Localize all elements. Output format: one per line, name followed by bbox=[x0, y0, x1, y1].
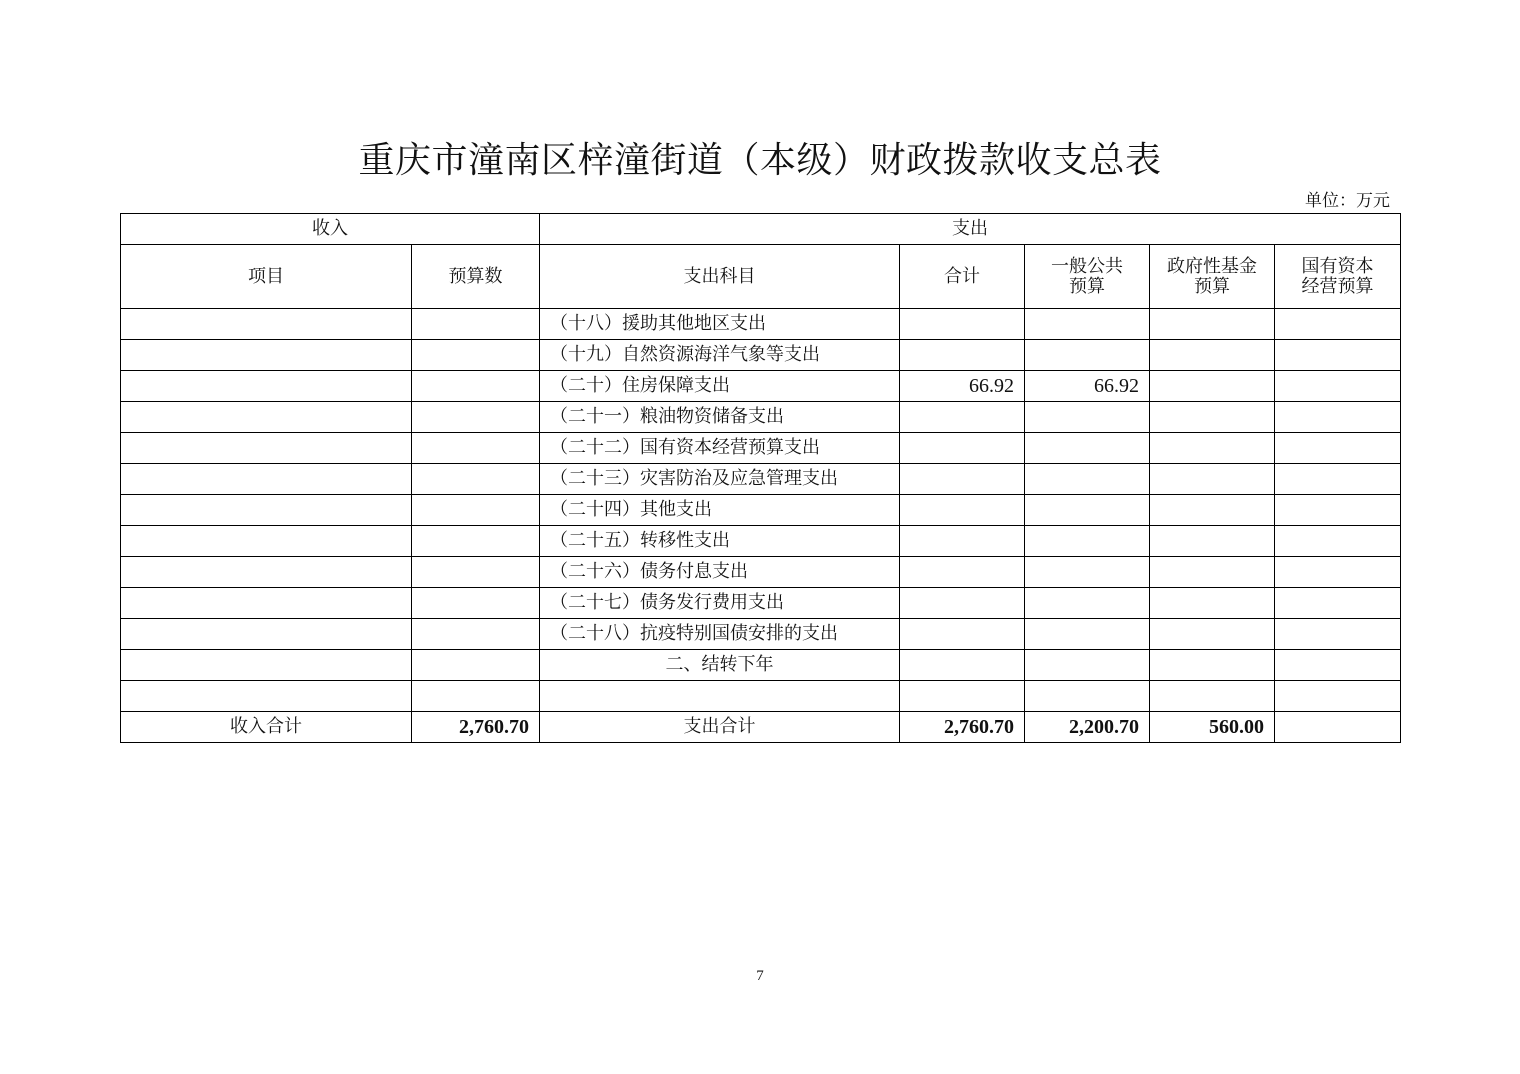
fund-budget-cell bbox=[1150, 588, 1275, 619]
expense-subject-cell: （二十六）债务付息支出 bbox=[540, 557, 900, 588]
fund-budget-cell bbox=[1150, 371, 1275, 402]
income-item-cell bbox=[121, 619, 412, 650]
expense-total-cell bbox=[900, 681, 1025, 712]
general-budget-cell bbox=[1025, 619, 1150, 650]
col-total-header: 合计 bbox=[900, 245, 1025, 309]
income-item-cell bbox=[121, 495, 412, 526]
general-budget-cell bbox=[1025, 557, 1150, 588]
state-budget-cell bbox=[1275, 433, 1401, 464]
group-header-row bbox=[121, 214, 1401, 245]
expense-total-cell: 66.92 bbox=[900, 371, 1025, 402]
table-row bbox=[121, 650, 1401, 681]
table-row bbox=[121, 681, 1401, 712]
income-item-cell bbox=[121, 464, 412, 495]
income-item-cell bbox=[121, 371, 412, 402]
col-item-header: 项目 bbox=[121, 245, 412, 309]
table-row bbox=[121, 495, 1401, 526]
state-budget-cell bbox=[1275, 619, 1401, 650]
table-row bbox=[121, 402, 1401, 433]
expense-subject-cell bbox=[540, 681, 900, 712]
expense-total-cell bbox=[900, 650, 1025, 681]
col-general-line1: 一般公共 bbox=[1051, 255, 1123, 277]
general-budget-cell bbox=[1025, 433, 1150, 464]
col-state-line1: 国有资本 bbox=[1301, 255, 1374, 277]
general-budget-cell bbox=[1025, 650, 1150, 681]
budget-table bbox=[120, 213, 1401, 743]
income-budget-cell bbox=[412, 371, 540, 402]
income-budget-cell bbox=[412, 619, 540, 650]
expense-total-cell bbox=[900, 495, 1025, 526]
expense-total-cell bbox=[900, 340, 1025, 371]
general-budget-cell: 66.92 bbox=[1025, 371, 1150, 402]
table-row bbox=[121, 619, 1401, 650]
income-budget-cell bbox=[412, 557, 540, 588]
expense-subject-cell: （二十）住房保障支出 bbox=[540, 371, 900, 402]
income-item-cell bbox=[121, 402, 412, 433]
state-budget-cell bbox=[1275, 371, 1401, 402]
income-budget-cell bbox=[412, 495, 540, 526]
table-row bbox=[121, 464, 1401, 495]
income-item-cell bbox=[121, 526, 412, 557]
expense-subject-cell: （二十一）粮油物资储备支出 bbox=[540, 402, 900, 433]
general-budget-cell bbox=[1025, 526, 1150, 557]
fund-budget-cell bbox=[1150, 619, 1275, 650]
general-budget-cell bbox=[1025, 309, 1150, 340]
income-item-cell bbox=[121, 681, 412, 712]
expense-subject-cell: （二十八）抗疫特别国债安排的支出 bbox=[540, 619, 900, 650]
col-fund-line2: 预算 bbox=[1194, 275, 1230, 297]
income-budget-cell bbox=[412, 464, 540, 495]
fund-budget-cell bbox=[1150, 495, 1275, 526]
income-budget-cell bbox=[412, 402, 540, 433]
general-total-value: 2,200.70 bbox=[1025, 712, 1150, 743]
state-budget-cell bbox=[1275, 464, 1401, 495]
expense-subject-cell: 二、结转下年 bbox=[540, 650, 900, 681]
column-header-row bbox=[121, 245, 1401, 309]
fund-budget-cell bbox=[1150, 402, 1275, 433]
general-budget-cell bbox=[1025, 402, 1150, 433]
table-row bbox=[121, 340, 1401, 371]
state-budget-cell bbox=[1275, 309, 1401, 340]
expense-header: 支出 bbox=[540, 214, 1401, 245]
expense-subject-cell: （二十五）转移性支出 bbox=[540, 526, 900, 557]
col-general-header bbox=[1025, 245, 1150, 309]
expense-total-cell bbox=[900, 619, 1025, 650]
table-row bbox=[121, 371, 1401, 402]
expense-subject-cell: （二十七）债务发行费用支出 bbox=[540, 588, 900, 619]
fund-budget-cell bbox=[1150, 526, 1275, 557]
state-budget-cell bbox=[1275, 340, 1401, 371]
expense-total-label: 支出合计 bbox=[540, 712, 900, 743]
totals-row bbox=[121, 712, 1401, 743]
income-budget-cell bbox=[412, 681, 540, 712]
fund-budget-cell bbox=[1150, 681, 1275, 712]
income-budget-cell bbox=[412, 526, 540, 557]
general-budget-cell bbox=[1025, 495, 1150, 526]
col-state-line2: 经营预算 bbox=[1301, 275, 1374, 297]
expense-total-cell bbox=[900, 526, 1025, 557]
income-item-cell bbox=[121, 650, 412, 681]
income-budget-cell bbox=[412, 433, 540, 464]
unit-label: 单位：万元 bbox=[1305, 191, 1390, 211]
table-row bbox=[121, 309, 1401, 340]
expense-total-cell bbox=[900, 557, 1025, 588]
state-budget-cell bbox=[1275, 495, 1401, 526]
expense-total-cell bbox=[900, 309, 1025, 340]
fund-total-value: 560.00 bbox=[1150, 712, 1275, 743]
col-state-header bbox=[1275, 245, 1401, 309]
table-row bbox=[121, 433, 1401, 464]
expense-subject-cell: （二十三）灾害防治及应急管理支出 bbox=[540, 464, 900, 495]
table-row bbox=[121, 557, 1401, 588]
state-budget-cell bbox=[1275, 588, 1401, 619]
expense-subject-cell: （十九）自然资源海洋气象等支出 bbox=[540, 340, 900, 371]
income-total-label: 收入合计 bbox=[121, 712, 412, 743]
col-subject-header: 支出科目 bbox=[540, 245, 900, 309]
general-budget-cell bbox=[1025, 340, 1150, 371]
state-total-value bbox=[1275, 712, 1401, 743]
state-budget-cell bbox=[1275, 681, 1401, 712]
col-fund-line1: 政府性基金 bbox=[1167, 255, 1257, 277]
expense-total-cell bbox=[900, 588, 1025, 619]
general-budget-cell bbox=[1025, 588, 1150, 619]
page-title: 重庆市潼南区梓潼街道（本级）财政拨款收支总表 bbox=[358, 140, 1162, 181]
col-budget-header: 预算数 bbox=[412, 245, 540, 309]
income-item-cell bbox=[121, 588, 412, 619]
expense-total-value: 2,760.70 bbox=[900, 712, 1025, 743]
income-item-cell bbox=[121, 340, 412, 371]
expense-total-cell bbox=[900, 402, 1025, 433]
expense-total-cell bbox=[900, 433, 1025, 464]
general-budget-cell bbox=[1025, 464, 1150, 495]
expense-subject-cell: （十八）援助其他地区支出 bbox=[540, 309, 900, 340]
expense-total-cell bbox=[900, 464, 1025, 495]
fund-budget-cell bbox=[1150, 433, 1275, 464]
table-row bbox=[121, 588, 1401, 619]
expense-subject-cell: （二十四）其他支出 bbox=[540, 495, 900, 526]
state-budget-cell bbox=[1275, 526, 1401, 557]
income-budget-cell bbox=[412, 340, 540, 371]
expense-subject-cell: （二十二）国有资本经营预算支出 bbox=[540, 433, 900, 464]
fund-budget-cell bbox=[1150, 464, 1275, 495]
income-item-cell bbox=[121, 309, 412, 340]
page-number: 7 bbox=[756, 968, 764, 984]
income-budget-cell bbox=[412, 588, 540, 619]
income-item-cell bbox=[121, 433, 412, 464]
fund-budget-cell bbox=[1150, 557, 1275, 588]
general-budget-cell bbox=[1025, 681, 1150, 712]
income-total-value: 2,760.70 bbox=[412, 712, 540, 743]
state-budget-cell bbox=[1275, 402, 1401, 433]
income-item-cell bbox=[121, 557, 412, 588]
table-row bbox=[121, 526, 1401, 557]
state-budget-cell bbox=[1275, 557, 1401, 588]
income-budget-cell bbox=[412, 309, 540, 340]
income-budget-cell bbox=[412, 650, 540, 681]
fund-budget-cell bbox=[1150, 309, 1275, 340]
fund-budget-cell bbox=[1150, 650, 1275, 681]
state-budget-cell bbox=[1275, 650, 1401, 681]
col-fund-header bbox=[1150, 245, 1275, 309]
income-header: 收入 bbox=[121, 214, 540, 245]
col-general-line2: 预算 bbox=[1069, 275, 1105, 297]
fund-budget-cell bbox=[1150, 340, 1275, 371]
